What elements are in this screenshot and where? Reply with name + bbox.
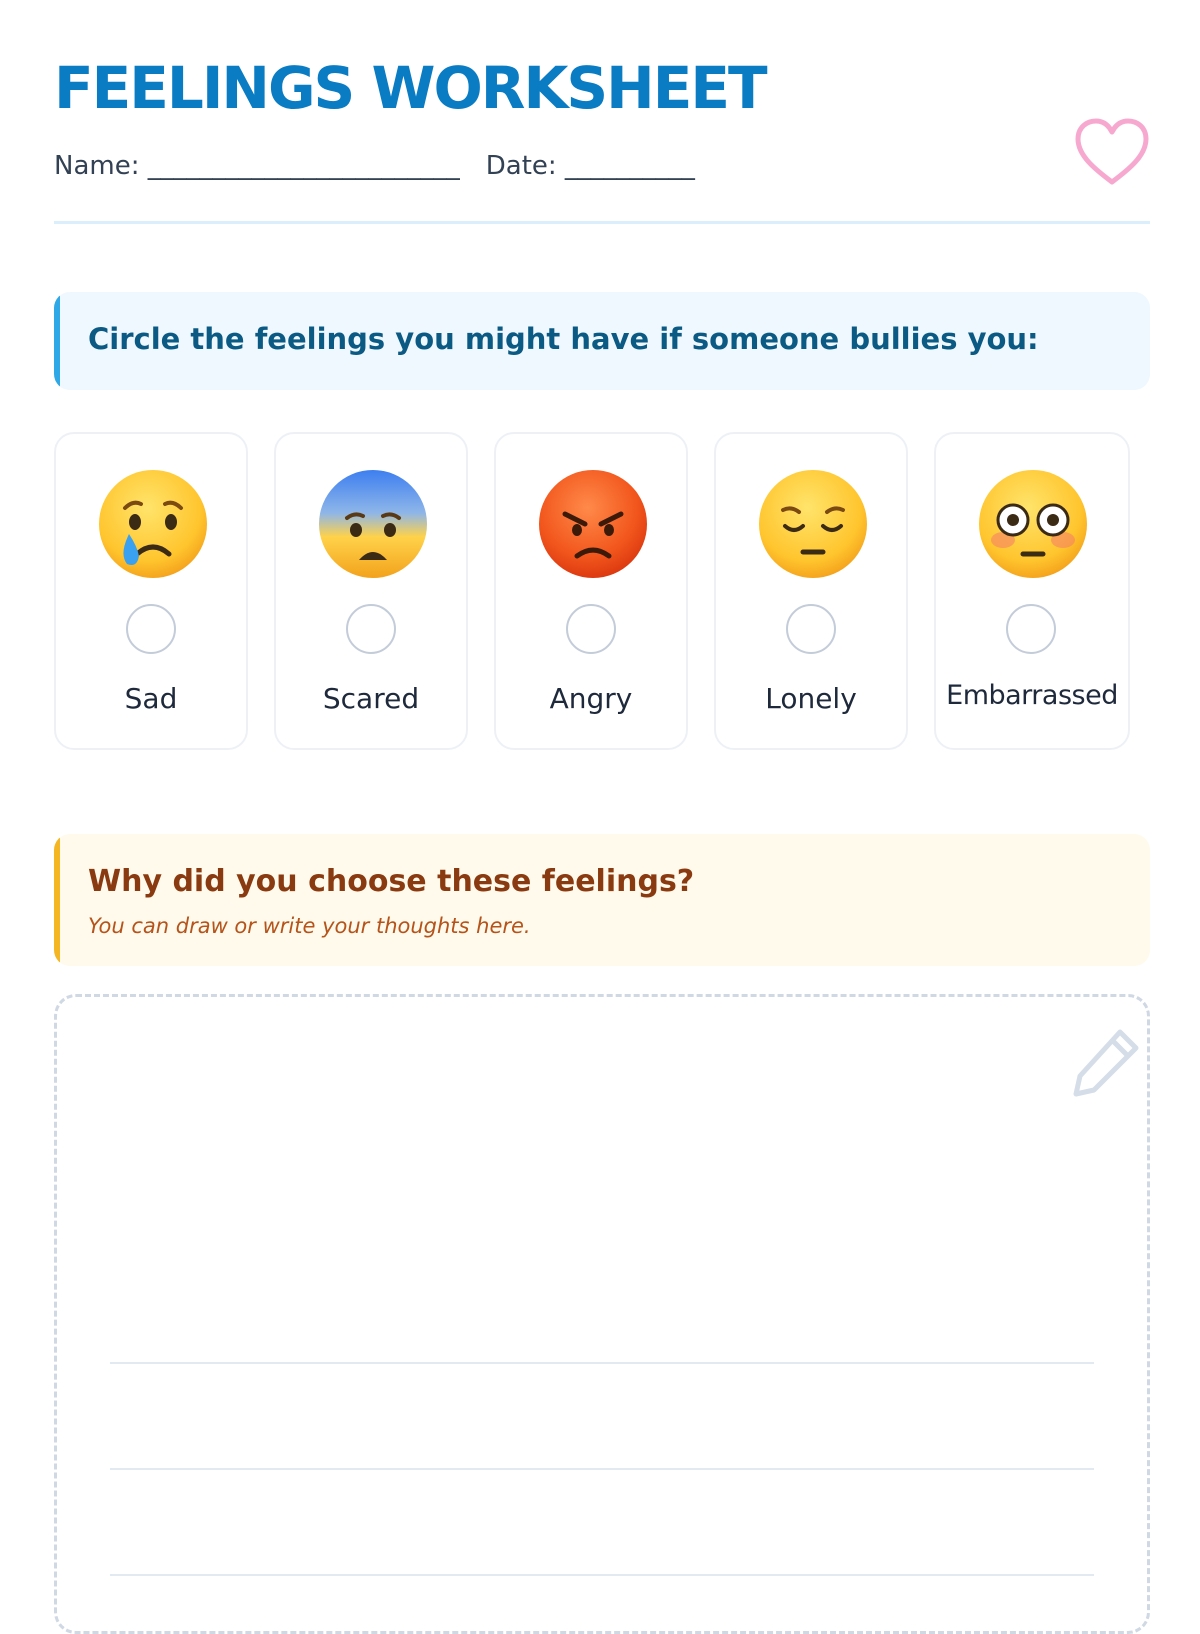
name-field[interactable]: Name: ________________________ bbox=[54, 151, 460, 181]
feeling-label-sad: Sad bbox=[124, 682, 178, 715]
header-divider bbox=[54, 221, 1150, 224]
feeling-card-embarrassed[interactable] bbox=[934, 432, 1130, 750]
flushed-face-icon bbox=[977, 468, 1089, 580]
feeling-label-embarrassed: Embarrassed bbox=[946, 680, 1118, 711]
reflection-accent-bar bbox=[54, 834, 60, 966]
writing-line-3[interactable] bbox=[110, 1574, 1094, 1576]
worksheet-page bbox=[54, 0, 1150, 1600]
feelings-cards bbox=[54, 432, 1150, 754]
heart-icon bbox=[1072, 116, 1152, 190]
feeling-label-lonely: Lonely bbox=[765, 682, 857, 715]
instruction-box bbox=[54, 292, 1150, 390]
feeling-radio-lonely[interactable] bbox=[786, 604, 836, 654]
feeling-radio-angry[interactable] bbox=[566, 604, 616, 654]
reflection-title: Why did you choose these feelings? bbox=[88, 864, 695, 899]
student-info-row bbox=[54, 151, 695, 181]
angry-face-icon bbox=[537, 468, 649, 580]
feeling-radio-sad[interactable] bbox=[126, 604, 176, 654]
date-field[interactable]: Date: __________ bbox=[485, 151, 695, 181]
feeling-card-sad[interactable] bbox=[54, 432, 248, 750]
fearful-face-icon bbox=[317, 468, 429, 580]
reflection-subtitle: You can draw or write your thoughts here. bbox=[88, 914, 531, 938]
reflection-box bbox=[54, 834, 1150, 966]
feeling-label-angry: Angry bbox=[549, 682, 633, 715]
writing-line-2[interactable] bbox=[110, 1468, 1094, 1470]
instruction-accent-bar bbox=[54, 292, 60, 390]
drawing-area[interactable] bbox=[54, 994, 1150, 1634]
crying-face-icon bbox=[97, 468, 209, 580]
feeling-radio-embarrassed[interactable] bbox=[1006, 604, 1056, 654]
feeling-card-angry[interactable] bbox=[494, 432, 688, 750]
writing-line-1[interactable] bbox=[110, 1362, 1094, 1364]
pensive-face-icon bbox=[757, 468, 869, 580]
feeling-label-scared: Scared bbox=[322, 682, 420, 715]
feeling-card-scared[interactable] bbox=[274, 432, 468, 750]
instruction-text: Circle the feelings you might have if someone bullies you: bbox=[88, 322, 1039, 356]
feeling-card-lonely[interactable] bbox=[714, 432, 908, 750]
pencil-icon bbox=[1066, 1022, 1146, 1102]
feeling-radio-scared[interactable] bbox=[346, 604, 396, 654]
page-title: FEELINGS WORKSHEET bbox=[54, 54, 766, 122]
